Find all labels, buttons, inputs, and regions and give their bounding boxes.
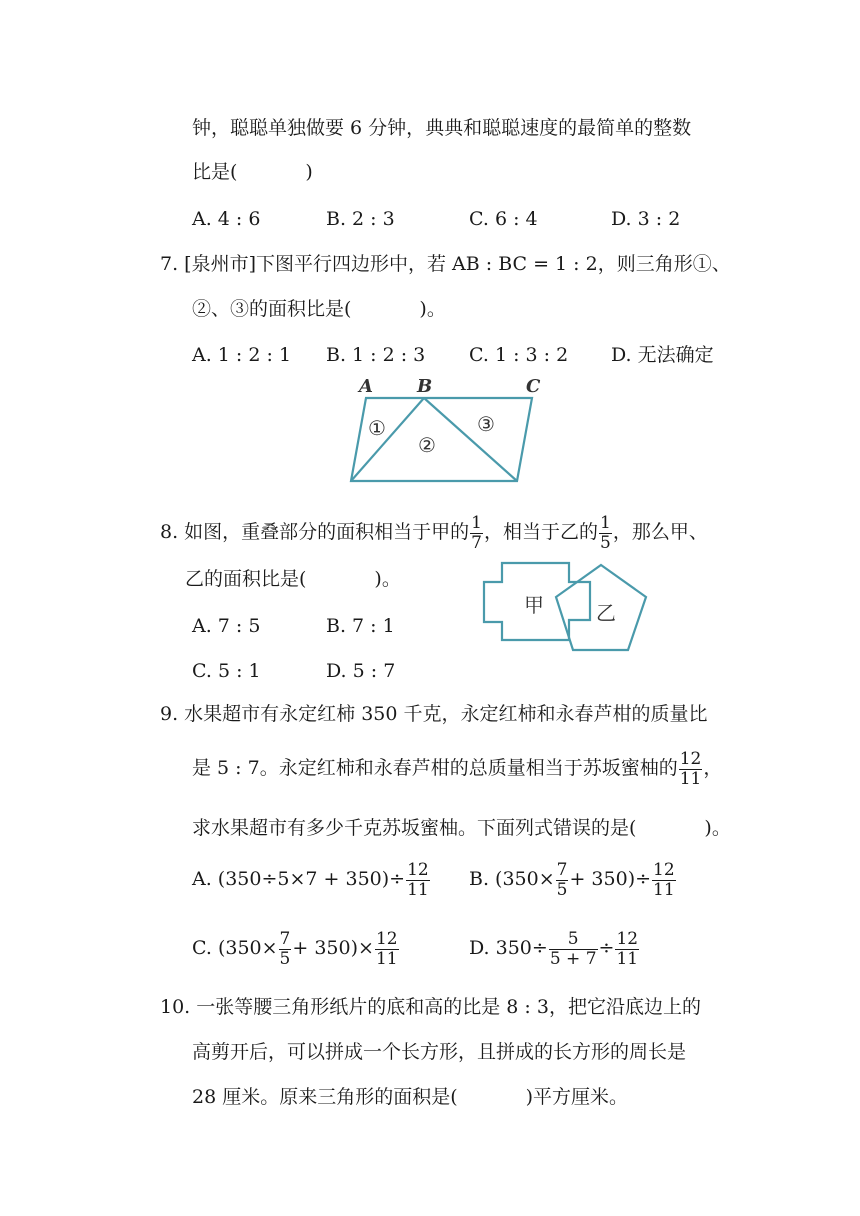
q8-line2: 乙的面积比是( )。 xyxy=(185,568,401,590)
q9-line2: 是 5 : 7。永定红柿和永春芦柑的总质量相当于苏坂蜜柚的 $\frac{12}{11}$ ， xyxy=(192,748,723,789)
point-label-b: B xyxy=(417,376,433,397)
fraction: $\frac{7}{5}$ xyxy=(556,859,568,900)
fraction: $\frac{5}{5 + 7}$ xyxy=(549,928,597,969)
shape-label-jia: 甲 xyxy=(524,593,544,617)
q9-option-b: B. (350× $\frac{7}{5}$ + 350)÷ $\frac{12}{11}$ xyxy=(469,859,675,900)
region-label-2: ② xyxy=(418,433,436,457)
q9-option-a: A. (350÷5×7 + 350)÷ $\frac{12}{11}$ xyxy=(192,859,429,900)
q7-option-b: B. 1 : 2 : 3 xyxy=(326,344,426,366)
q10-line2: 高剪开后，可以拼成一个长方形，且拼成的长方形的周长是 xyxy=(192,1041,687,1063)
fraction: $\frac{7}{5}$ xyxy=(279,928,291,969)
q10-line1: 10. 一张等腰三角形纸片的底和高的比是 8 : 3，把它沿底边上的 xyxy=(160,996,701,1018)
fraction: $\frac{12}{11}$ xyxy=(653,859,675,900)
q8-option-b: B. 7 : 1 xyxy=(326,615,395,637)
parallelogram-outline xyxy=(351,398,532,481)
segment-b-right xyxy=(424,398,517,481)
q6-option-b: B. 2 : 3 xyxy=(326,208,395,230)
fraction: $\frac{12}{11}$ xyxy=(375,928,398,969)
q8-option-a: A. 7 : 5 xyxy=(192,615,261,637)
fraction-one-fifth: $\frac{1}{5}$ xyxy=(600,512,611,553)
q10-line3: 28 厘米。原来三角形的面积是( )平方厘米。 xyxy=(192,1086,629,1108)
q6-option-a: A. 4 : 6 xyxy=(192,208,261,230)
segment-b-left xyxy=(351,398,424,481)
q6-line2: 比是( ) xyxy=(192,161,313,183)
q7-line2: ②、③的面积比是( )。 xyxy=(192,298,446,320)
q6-option-c: C. 6 : 4 xyxy=(469,208,538,230)
q9-line1: 9. 水果超市有永定红柿 350 千克，永定红柿和永春芦柑的质量比 xyxy=(160,703,708,725)
region-label-3: ③ xyxy=(477,412,495,436)
q9-line3: 求水果超市有多少千克苏坂蜜柚。下面列式错误的是( )。 xyxy=(192,817,731,839)
q7-line1: 7. [泉州市]下图平行四边形中，若 AB : BC = 1 : 2，则三角形①、 xyxy=(160,253,731,275)
fraction-one-seventh: $\frac{1}{7}$ xyxy=(471,512,482,553)
shape-jia-outline xyxy=(484,563,590,640)
shape-yi-outline xyxy=(556,565,646,650)
q7-option-a: A. 1 : 2 : 1 xyxy=(192,344,292,366)
q6-option-d: D. 3 : 2 xyxy=(611,208,681,230)
q6-line1: 钟，聪聪单独做要 6 分钟，典典和聪聪速度的最简单的整数 xyxy=(192,117,692,139)
fraction: $\frac{12}{11}$ xyxy=(616,928,639,969)
q9-option-d: D. 350÷ $\frac{5}{5 + 7}$ ÷ $\frac{12}{11}$ xyxy=(469,928,639,969)
q9-option-c: C. (350× $\frac{7}{5}$ + 350)× $\frac{12}{11}$ xyxy=(192,928,398,969)
fraction-twelve-elevenths: $\frac{12}{11}$ xyxy=(679,748,702,789)
region-label-1: ① xyxy=(368,416,386,440)
point-label-c: C xyxy=(526,376,541,397)
shape-label-yi: 乙 xyxy=(596,601,616,625)
q8-option-c: C. 5 : 1 xyxy=(192,660,261,682)
q7-option-c: C. 1 : 3 : 2 xyxy=(469,344,569,366)
q7-option-d: D. 无法确定 xyxy=(611,344,714,366)
q8-line1: 8. 如图，重叠部分的面积相当于甲的 $\frac{1}{7}$ ，相当于乙的 $\frac{1}{5}$ ，那么甲、 xyxy=(160,512,708,553)
fraction: $\frac{12}{11}$ xyxy=(407,859,429,900)
point-label-a: A xyxy=(359,376,373,397)
q8-option-d: D. 5 : 7 xyxy=(326,660,396,682)
